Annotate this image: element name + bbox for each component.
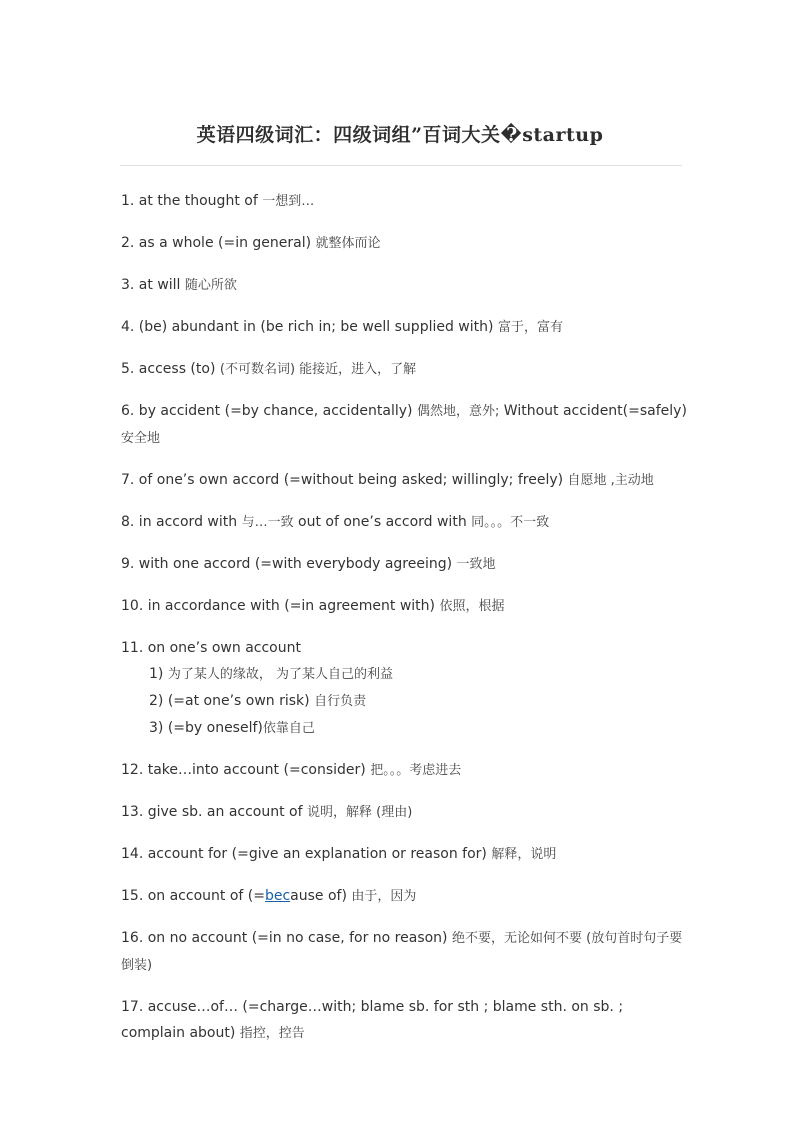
phrase-chinese-secondary: 安全地 (121, 431, 161, 446)
phrase-english-prefix: 15. on account of (= (121, 888, 265, 904)
phrase-list (121, 188, 691, 1062)
sub-item (121, 688, 691, 715)
list-item (121, 757, 691, 784)
list-item (121, 188, 691, 215)
phrase-chinese: 一致地 (456, 557, 496, 572)
sub-item-chinese: 依靠自己 (262, 721, 315, 736)
phrase-chinese: 富于，富有 (497, 320, 563, 335)
phrase-chinese: 由于，因为 (351, 889, 417, 904)
sub-item-chinese: 自行负责 (314, 694, 367, 709)
phrase-english (121, 888, 347, 904)
list-item (121, 994, 691, 1047)
phrase-english: 10. in accordance with (=in agreement with) (121, 598, 436, 614)
phrase-english: 16. on no account (=in no case, for no reason) (121, 930, 448, 946)
phrase-chinese: 依照，根据 (439, 599, 505, 614)
phrase-chinese-secondary: 同。。。不一致 (471, 515, 550, 530)
phrase-chinese: 把。。。考虑进去 (370, 763, 462, 778)
list-item (121, 230, 691, 257)
phrase-english: 9. with one accord (=with everybody agreeing) (121, 556, 453, 572)
phrase-english-secondary: out of one’s accord with (298, 514, 467, 530)
phrase-english: 11. on one’s own account (121, 640, 301, 656)
phrase-english: 13. give sb. an account of (121, 804, 303, 820)
sub-item (121, 661, 691, 688)
phrase-chinese: (不可数名词) 能接近，进入，了解 (219, 362, 417, 377)
phrase-english: 6. by accident (=by chance, accidentally) (121, 403, 413, 419)
phrase-chinese: 偶然地，意外; (416, 404, 500, 419)
phrase-chinese: 随心所欲 (184, 278, 237, 293)
phrase-english: 8. in accord with (121, 514, 238, 530)
sub-item-chinese: 为了某人的缘故， 为了某人自己的利益 (167, 667, 393, 682)
list-item (121, 635, 691, 742)
phrase-english: 1. at the thought of (121, 193, 258, 209)
phrase-chinese: 解释，说明 (491, 847, 557, 862)
phrase-english: 4. (be) abundant in (be rich in; be well supplied with) (121, 319, 494, 335)
phrase-chinese: 一想到… (262, 194, 315, 209)
phrase-chinese: 说明，解释 (理由) (307, 805, 413, 820)
sub-item-english: 2) (=at one’s own risk) (149, 693, 310, 709)
phrase-english: 17. accuse…of… (=charge…with; blame sb. for sth ; blame sth. on sb. ; complain about) (121, 999, 624, 1041)
phrase-english: 14. account for (=give an explanation or reason for) (121, 846, 487, 862)
inline-link[interactable]: bec (264, 888, 291, 904)
list-item (121, 883, 691, 910)
list-item (121, 314, 691, 341)
list-item (121, 593, 691, 620)
phrase-english: 12. take…into account (=consider) (121, 762, 366, 778)
list-item (121, 398, 691, 452)
phrase-chinese: 与…一致 (241, 515, 294, 530)
list-item (121, 509, 691, 536)
list-item (121, 356, 691, 383)
sub-item-english: 1) (149, 666, 164, 682)
phrase-english: 2. as a whole (=in general) (121, 235, 312, 251)
list-item (121, 272, 691, 299)
list-item (121, 551, 691, 578)
page-title: 英语四级词汇：四级词组”百词大关�startup (196, 124, 604, 146)
phrase-english: 5. access (to) (121, 361, 216, 377)
phrase-english: 3. at will (121, 277, 181, 293)
phrase-english-suffix: ause of) (290, 888, 347, 904)
list-item (121, 925, 691, 979)
phrase-chinese: 就整体而论 (315, 236, 381, 251)
phrase-chinese: 自愿地 ,主动地 (567, 473, 654, 488)
sub-item (121, 715, 691, 742)
list-item (121, 467, 691, 494)
phrase-chinese: 绝不要，无论如何不要 (放句首时句子要倒装) (121, 931, 683, 973)
phrase-english-secondary: Without accident(=safely) (503, 403, 687, 419)
phrase-english: 7. of one’s own accord (=without being asked; willingly; freely) (121, 472, 564, 488)
sub-item-english: 3) (=by oneself) (149, 720, 263, 736)
phrase-chinese: 指控，控告 (239, 1026, 305, 1041)
list-item (121, 841, 691, 868)
list-item (121, 799, 691, 826)
title-divider (120, 165, 682, 166)
